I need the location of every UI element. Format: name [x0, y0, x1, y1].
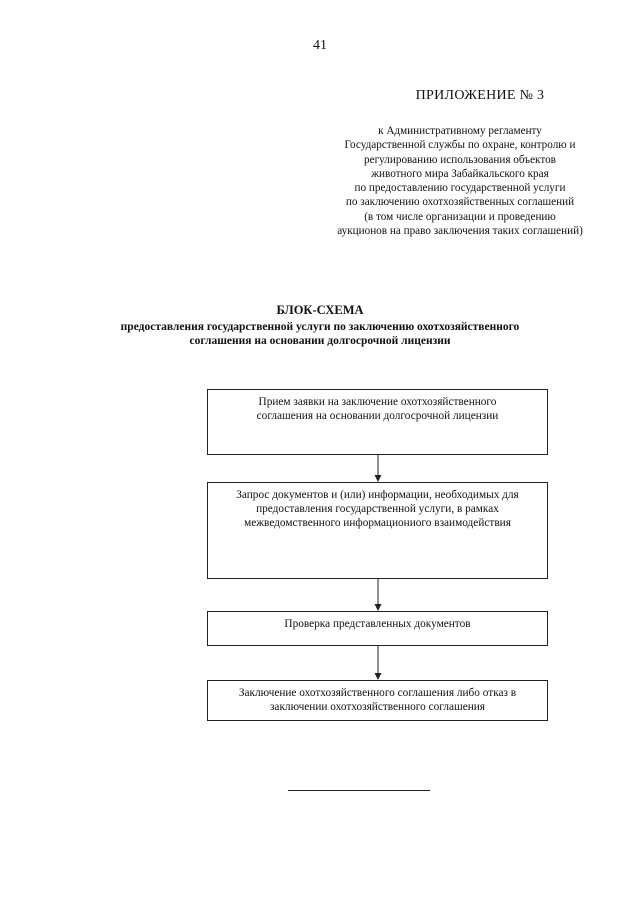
appendix-line: Государственной службы по охране, контролю и	[344, 139, 576, 152]
appendix-line: регулированию использования объектов	[364, 153, 556, 166]
flow-step-line: Прием заявки на заключение охотхозяйственного	[258, 396, 497, 408]
flow-step-line: предоставления государственной услуги, в рамках	[256, 503, 499, 515]
appendix-line: (в том числе организации и проведению	[364, 210, 556, 223]
scheme-title: БЛОК-СХЕМА	[276, 303, 364, 317]
appendix-line: по предоставлению государственной услуги	[354, 182, 566, 195]
footer-divider	[288, 790, 430, 791]
flow-arrowhead-1	[375, 475, 382, 482]
scheme-subtitle-line: предоставления государственной услуги по заключению охотхозяйственного	[120, 321, 520, 333]
flow-step-line: Заключение охотхозяйственного соглашения либо отказ в	[238, 687, 517, 699]
flow-step-line: Проверка представленных документов	[284, 618, 471, 630]
appendix-line: к Административному регламенту	[378, 125, 542, 137]
flow-arrowhead-3	[375, 673, 382, 680]
appendix-line: животного мира Забайкальского края	[371, 167, 549, 180]
flow-step-line: межведомственного информациониого взаимодействия	[244, 517, 511, 529]
flow-step-line: Запрос документов и (или) информации, необходимых для	[236, 489, 519, 501]
appendix-line: аукционов на право заключения таких соглашений)	[337, 225, 583, 238]
flow-step-line: заключении охотхозяйственного соглашения	[269, 701, 486, 713]
scheme-subtitle-line: соглашения на основании долгосрочной лицензии	[189, 335, 451, 347]
flow-step-document-check	[207, 611, 548, 646]
flow-step-application-intake	[207, 389, 548, 455]
flow-arrowhead-2	[375, 604, 382, 611]
appendix-title: ПРИЛОЖЕНИЕ № 3	[415, 88, 545, 103]
flow-step-agreement-decision	[207, 680, 548, 721]
flow-step-document-request	[207, 482, 548, 579]
appendix-line: по заключению охотхозяйственных соглашений	[345, 196, 575, 209]
flow-step-line: соглашения на основании долгосрочной лицензии	[256, 410, 499, 422]
page-number: 41	[313, 38, 327, 53]
